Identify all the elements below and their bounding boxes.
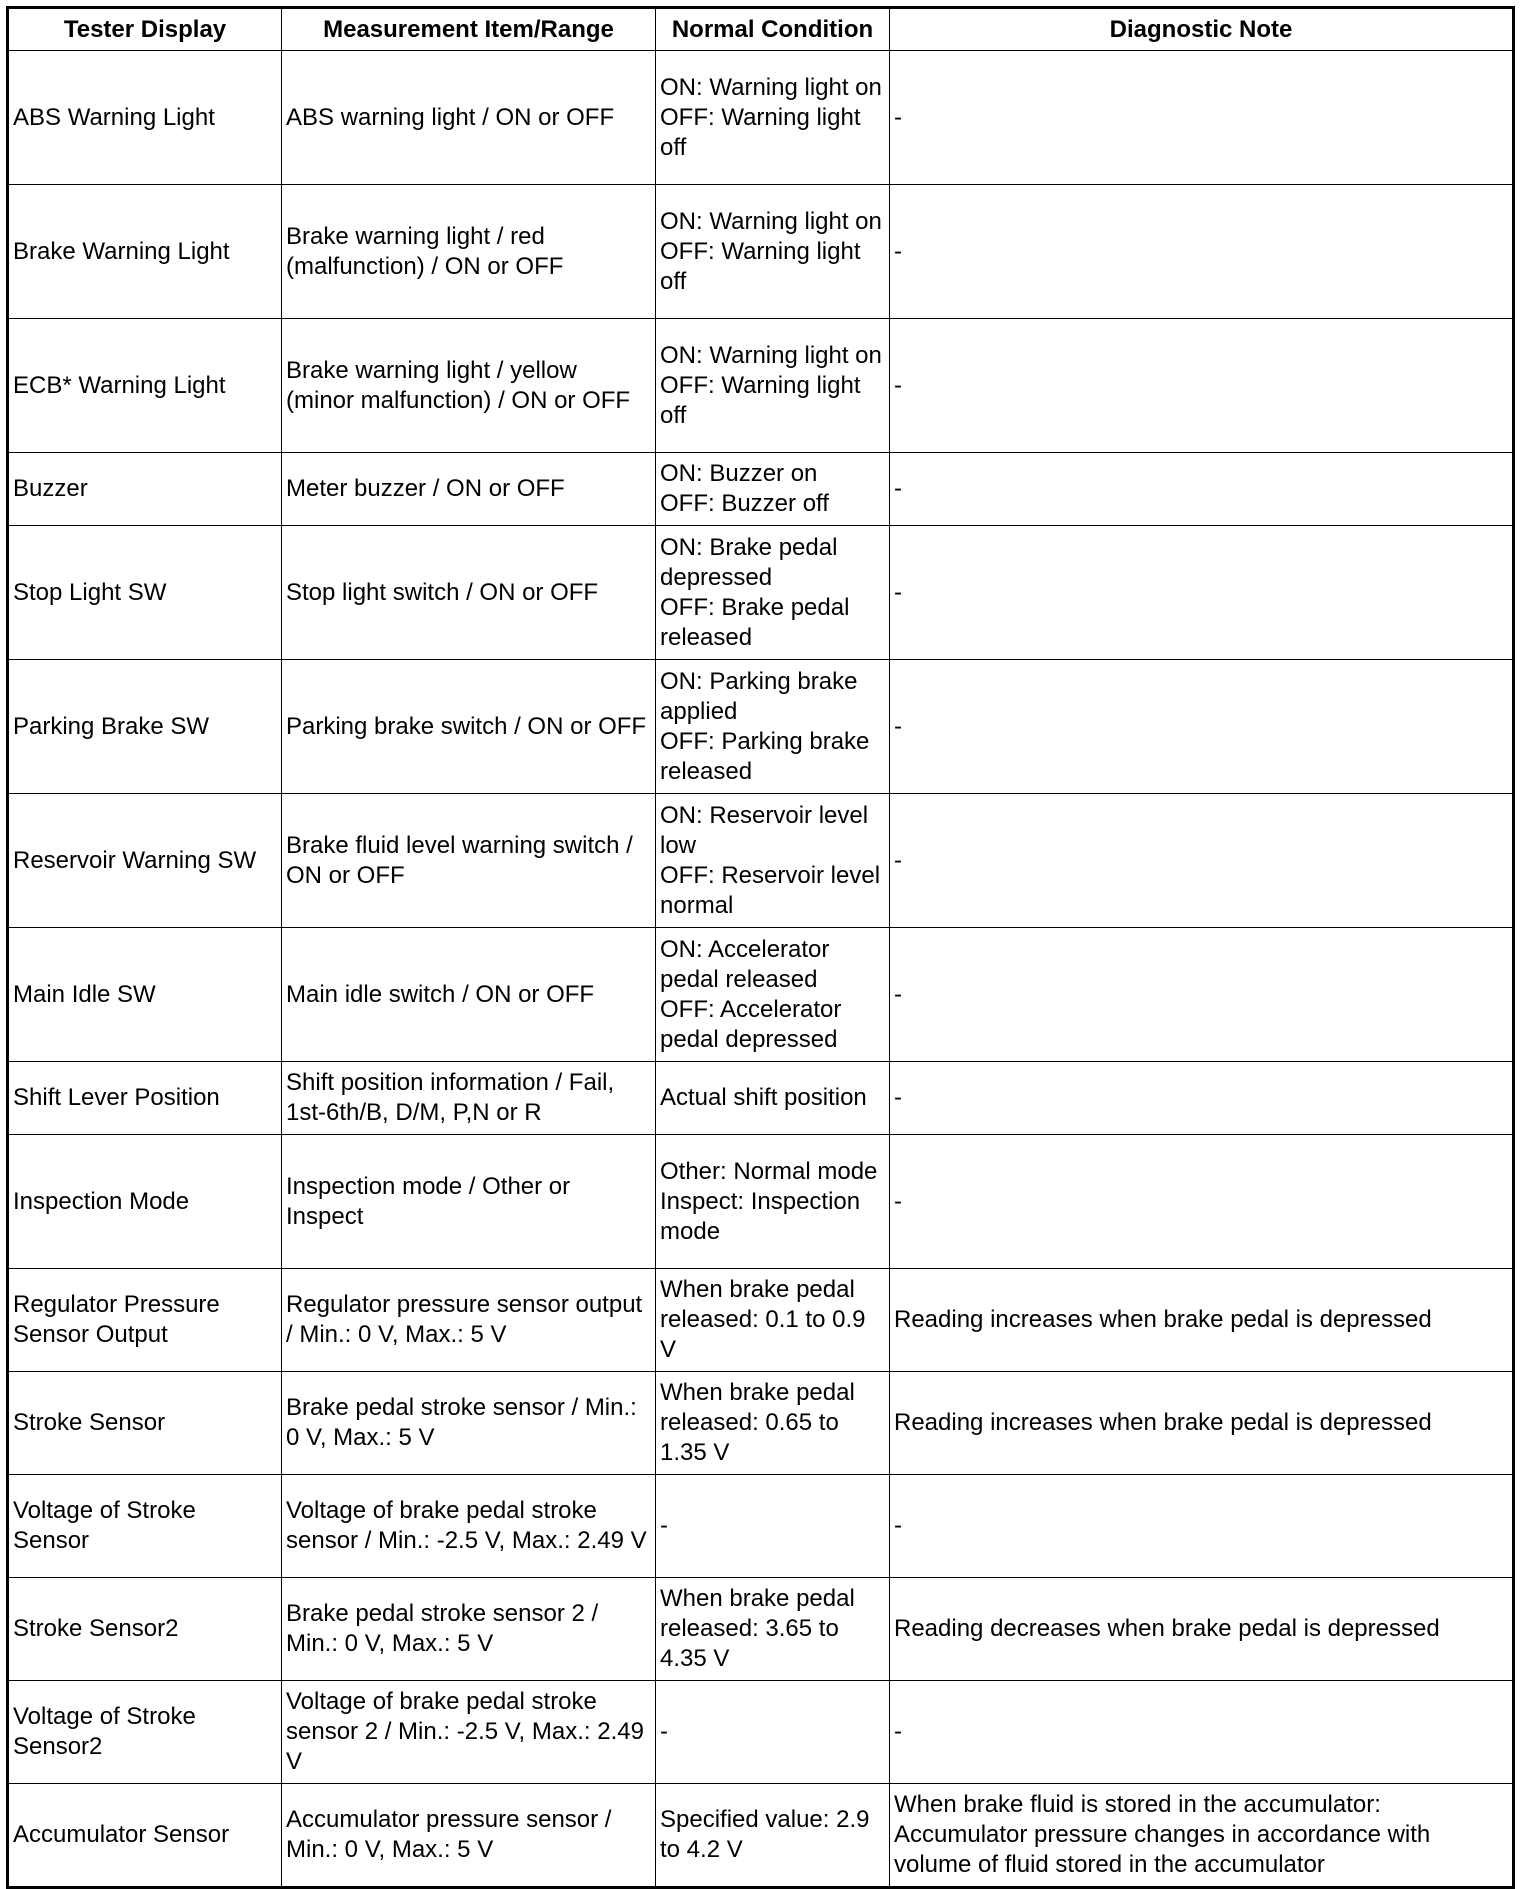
normal-condition-cell: ON: Parking brake applied OFF: Parking brake released <box>656 660 890 794</box>
diagnostic-note-cell: - <box>890 794 1514 928</box>
measurement-item-cell: Brake fluid level warning switch / ON or OFF <box>282 794 656 928</box>
normal-condition-cell: ON: Warning light on OFF: Warning light off <box>656 319 890 453</box>
tester-display-cell: Stroke Sensor <box>8 1372 282 1475</box>
normal-condition-cell: Specified value: 2.9 to 4.2 V <box>656 1784 890 1888</box>
header-measurement-item: Measurement Item/Range <box>282 8 656 51</box>
diagnostic-note-cell: Reading increases when brake pedal is depressed <box>890 1372 1514 1475</box>
diagnostic-note-cell: - <box>890 453 1514 526</box>
normal-condition-cell: - <box>656 1475 890 1578</box>
table-row <box>8 1578 1514 1681</box>
tester-display-cell: Reservoir Warning SW <box>8 794 282 928</box>
normal-condition-cell: Actual shift position <box>656 1062 890 1135</box>
normal-condition-cell: ON: Brake pedal depressed OFF: Brake pedal released <box>656 526 890 660</box>
header-row <box>8 8 1514 51</box>
measurement-item-cell: Voltage of brake pedal stroke sensor 2 / Min.: -2.5 V, Max.: 2.49 V <box>282 1681 656 1784</box>
diagnostic-note-cell: - <box>890 51 1514 185</box>
normal-condition-cell: When brake pedal released: 0.65 to 1.35 V <box>656 1372 890 1475</box>
tester-display-cell: Stroke Sensor2 <box>8 1578 282 1681</box>
tester-display-cell: Voltage of Stroke Sensor <box>8 1475 282 1578</box>
measurement-item-cell: Parking brake switch / ON or OFF <box>282 660 656 794</box>
table-header <box>8 8 1514 51</box>
normal-condition-cell: ON: Warning light on OFF: Warning light off <box>656 185 890 319</box>
table-row <box>8 1372 1514 1475</box>
diagnostic-note-cell: - <box>890 526 1514 660</box>
diagnostic-data-table <box>6 6 1515 1889</box>
table-row <box>8 185 1514 319</box>
normal-condition-cell: ON: Warning light on OFF: Warning light off <box>656 51 890 185</box>
tester-display-cell: ABS Warning Light <box>8 51 282 185</box>
tester-display-cell: Inspection Mode <box>8 1135 282 1269</box>
table-container <box>6 6 1515 1889</box>
normal-condition-cell: When brake pedal released: 0.1 to 0.9 V <box>656 1269 890 1372</box>
measurement-item-cell: Brake warning light / red (malfunction) / ON or OFF <box>282 185 656 319</box>
table-row <box>8 526 1514 660</box>
diagnostic-note-cell: - <box>890 928 1514 1062</box>
header-diagnostic-note: Diagnostic Note <box>890 8 1514 51</box>
header-tester-display: Tester Display <box>8 8 282 51</box>
measurement-item-cell: Main idle switch / ON or OFF <box>282 928 656 1062</box>
diagnostic-note-cell: Reading decreases when brake pedal is depressed <box>890 1578 1514 1681</box>
diagnostic-note-cell: - <box>890 1135 1514 1269</box>
measurement-item-cell: Voltage of brake pedal stroke sensor / Min.: -2.5 V, Max.: 2.49 V <box>282 1475 656 1578</box>
table-row <box>8 453 1514 526</box>
diagnostic-note-cell: - <box>890 319 1514 453</box>
normal-condition-cell: ON: Reservoir level low OFF: Reservoir level normal <box>656 794 890 928</box>
measurement-item-cell: Shift position information / Fail, 1st-6th/B, D/M, P,N or R <box>282 1062 656 1135</box>
table-row <box>8 928 1514 1062</box>
tester-display-cell: ECB* Warning Light <box>8 319 282 453</box>
diagnostic-note-cell: When brake fluid is stored in the accumulator: Accumulator pressure changes in accordance with volume of fluid stored in the accumulator <box>890 1784 1514 1888</box>
tester-display-cell: Accumulator Sensor <box>8 1784 282 1888</box>
diagnostic-note-cell: - <box>890 660 1514 794</box>
measurement-item-cell: Meter buzzer / ON or OFF <box>282 453 656 526</box>
normal-condition-cell: When brake pedal released: 3.65 to 4.35 V <box>656 1578 890 1681</box>
measurement-item-cell: ABS warning light / ON or OFF <box>282 51 656 185</box>
normal-condition-cell: - <box>656 1681 890 1784</box>
diagnostic-note-cell: Reading increases when brake pedal is depressed <box>890 1269 1514 1372</box>
measurement-item-cell: Brake warning light / yellow (minor malfunction) / ON or OFF <box>282 319 656 453</box>
table-row <box>8 1784 1514 1888</box>
table-body <box>8 51 1514 1888</box>
measurement-item-cell: Inspection mode / Other or Inspect <box>282 1135 656 1269</box>
normal-condition-cell: Other: Normal mode Inspect: Inspection mode <box>656 1135 890 1269</box>
table-row <box>8 660 1514 794</box>
diagnostic-note-cell: - <box>890 1062 1514 1135</box>
table-row <box>8 1062 1514 1135</box>
measurement-item-cell: Brake pedal stroke sensor / Min.: 0 V, Max.: 5 V <box>282 1372 656 1475</box>
measurement-item-cell: Regulator pressure sensor output / Min.: 0 V, Max.: 5 V <box>282 1269 656 1372</box>
measurement-item-cell: Brake pedal stroke sensor 2 / Min.: 0 V, Max.: 5 V <box>282 1578 656 1681</box>
table-row <box>8 1269 1514 1372</box>
tester-display-cell: Voltage of Stroke Sensor2 <box>8 1681 282 1784</box>
tester-display-cell: Stop Light SW <box>8 526 282 660</box>
header-normal-condition: Normal Condition <box>656 8 890 51</box>
normal-condition-cell: ON: Buzzer on OFF: Buzzer off <box>656 453 890 526</box>
table-row <box>8 1475 1514 1578</box>
table-row <box>8 1135 1514 1269</box>
diagnostic-note-cell: - <box>890 1475 1514 1578</box>
table-row <box>8 319 1514 453</box>
normal-condition-cell: ON: Accelerator pedal released OFF: Accelerator pedal depressed <box>656 928 890 1062</box>
table-row <box>8 1681 1514 1784</box>
tester-display-cell: Brake Warning Light <box>8 185 282 319</box>
table-row <box>8 51 1514 185</box>
table-row <box>8 794 1514 928</box>
measurement-item-cell: Stop light switch / ON or OFF <box>282 526 656 660</box>
tester-display-cell: Regulator Pressure Sensor Output <box>8 1269 282 1372</box>
measurement-item-cell: Accumulator pressure sensor / Min.: 0 V, Max.: 5 V <box>282 1784 656 1888</box>
tester-display-cell: Buzzer <box>8 453 282 526</box>
diagnostic-note-cell: - <box>890 185 1514 319</box>
tester-display-cell: Parking Brake SW <box>8 660 282 794</box>
tester-display-cell: Main Idle SW <box>8 928 282 1062</box>
diagnostic-note-cell: - <box>890 1681 1514 1784</box>
tester-display-cell: Shift Lever Position <box>8 1062 282 1135</box>
